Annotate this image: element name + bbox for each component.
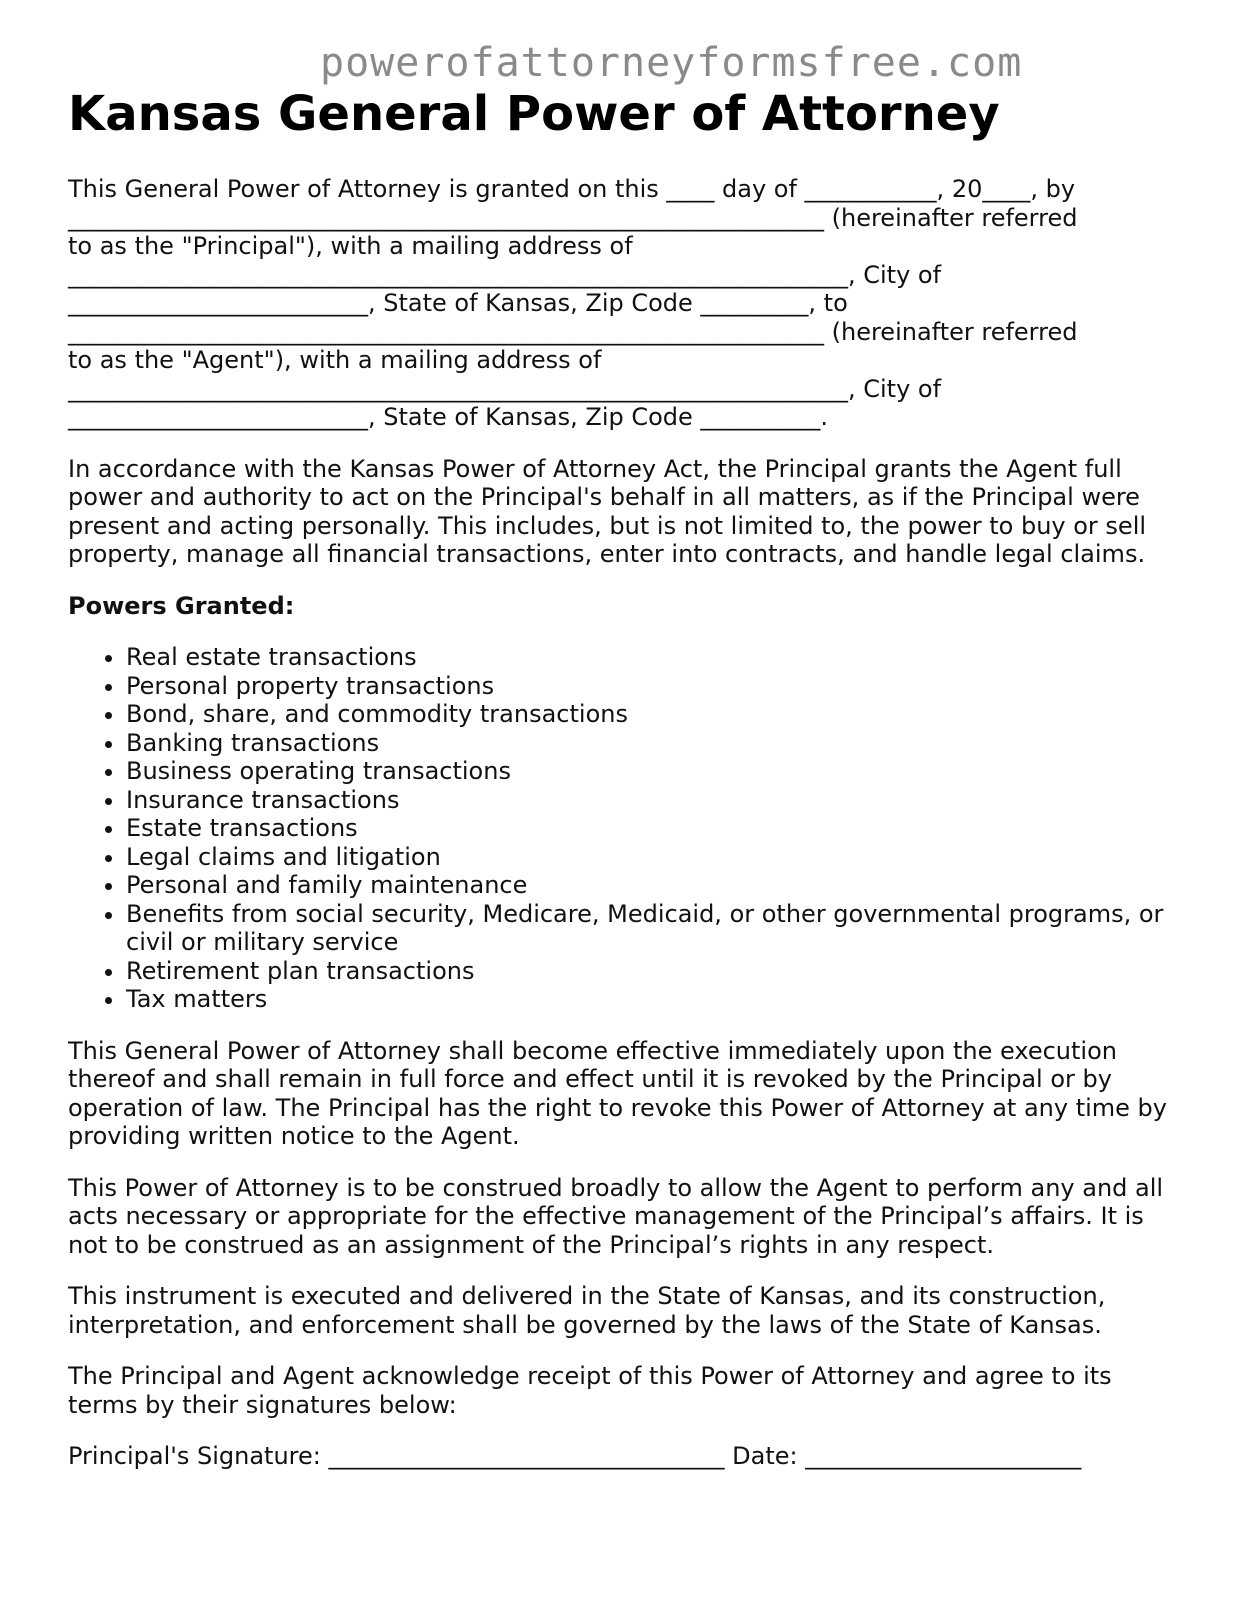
watermark-domain: powerofattorneyformsfree.com (320, 40, 1023, 86)
governing-law-paragraph: This instrument is executed and delivered in the State of Kansas, and its construction, interpretation, and enforcement shall be governed by the laws of the State of Kansas. (68, 1282, 1106, 1339)
list-item: • Retirement plan transactions (126, 957, 1178, 986)
list-item: • Personal property transactions (126, 672, 1178, 701)
list-item: • Business operating transactions (126, 757, 1178, 786)
list-item: • Tax matters (126, 985, 1178, 1014)
list-item: • Bond, share, and commodity transactions (126, 700, 1178, 729)
grant-paragraph: In accordance with the Kansas Power of Attorney Act, the Principal grants the Agent full power and authority to act on the Principal's behalf in all matters, as if the Principal were present and acting personally. This includes, but is not limited to, the power to buy or sell property, manage all financial transactions, enter into contracts, and handle legal claims. (68, 454, 1147, 568)
intro-block (68, 175, 1178, 432)
intro-line: to as the "Agent"), with a mailing address of (68, 346, 602, 374)
list-item: • Personal and family maintenance (126, 871, 1178, 900)
intro-line: _______________________________________________________________ (hereinafter referred (68, 317, 1078, 346)
powers-list (68, 643, 1178, 1014)
intro-line: _________________________________________________________________, City of (68, 260, 942, 289)
list-item: • Benefits from social security, Medicare, Medicaid, or other governmental programs, or civil or military service (126, 900, 1178, 957)
intro-line: This General Power of Attorney is granted on this ____ day of ___________, 20____, by (68, 175, 1076, 203)
list-item: • Insurance transactions (126, 786, 1178, 815)
document-body (68, 175, 1178, 1471)
intro-line: _________________________________________________________________, City of (68, 374, 942, 403)
principal-signature-line[interactable]: Principal's Signature: _________________________________ Date: _______________________ (68, 1442, 1082, 1470)
intro-line: _________________________, State of Kansas, Zip Code __________. (68, 403, 829, 431)
powers-heading: Powers Granted: (68, 591, 295, 620)
construction-paragraph: This Power of Attorney is to be construed broadly to allow the Agent to perform any and all acts necessary or appropriate for the effective management of the Principal’s affairs. It is not to be construed as an assignment of the Principal’s rights in any respect. (68, 1173, 1164, 1259)
list-item: • Banking transactions (126, 729, 1178, 758)
list-item: • Estate transactions (126, 814, 1178, 843)
effective-paragraph: This General Power of Attorney shall become effective immediately upon the execution thereof and shall remain in full force and effect until it is revoked by the Principal or by operation of law. The Principal has the right to revoke this Power of Attorney at any time by providing written notice to the Agent. (68, 1036, 1167, 1150)
intro-line: _________________________, State of Kansas, Zip Code _________, to (68, 289, 848, 317)
page-title: Kansas General Power of Attorney (68, 86, 1000, 142)
acknowledgement-paragraph: The Principal and Agent acknowledge receipt of this Power of Attorney and agree to its terms by their signatures below: (68, 1362, 1112, 1419)
intro-line: to as the "Principal"), with a mailing address of (68, 232, 633, 260)
list-item: • Real estate transactions (126, 643, 1178, 672)
intro-line: _______________________________________________________________ (hereinafter referred (68, 203, 1078, 232)
list-item: • Legal claims and litigation (126, 843, 1178, 872)
